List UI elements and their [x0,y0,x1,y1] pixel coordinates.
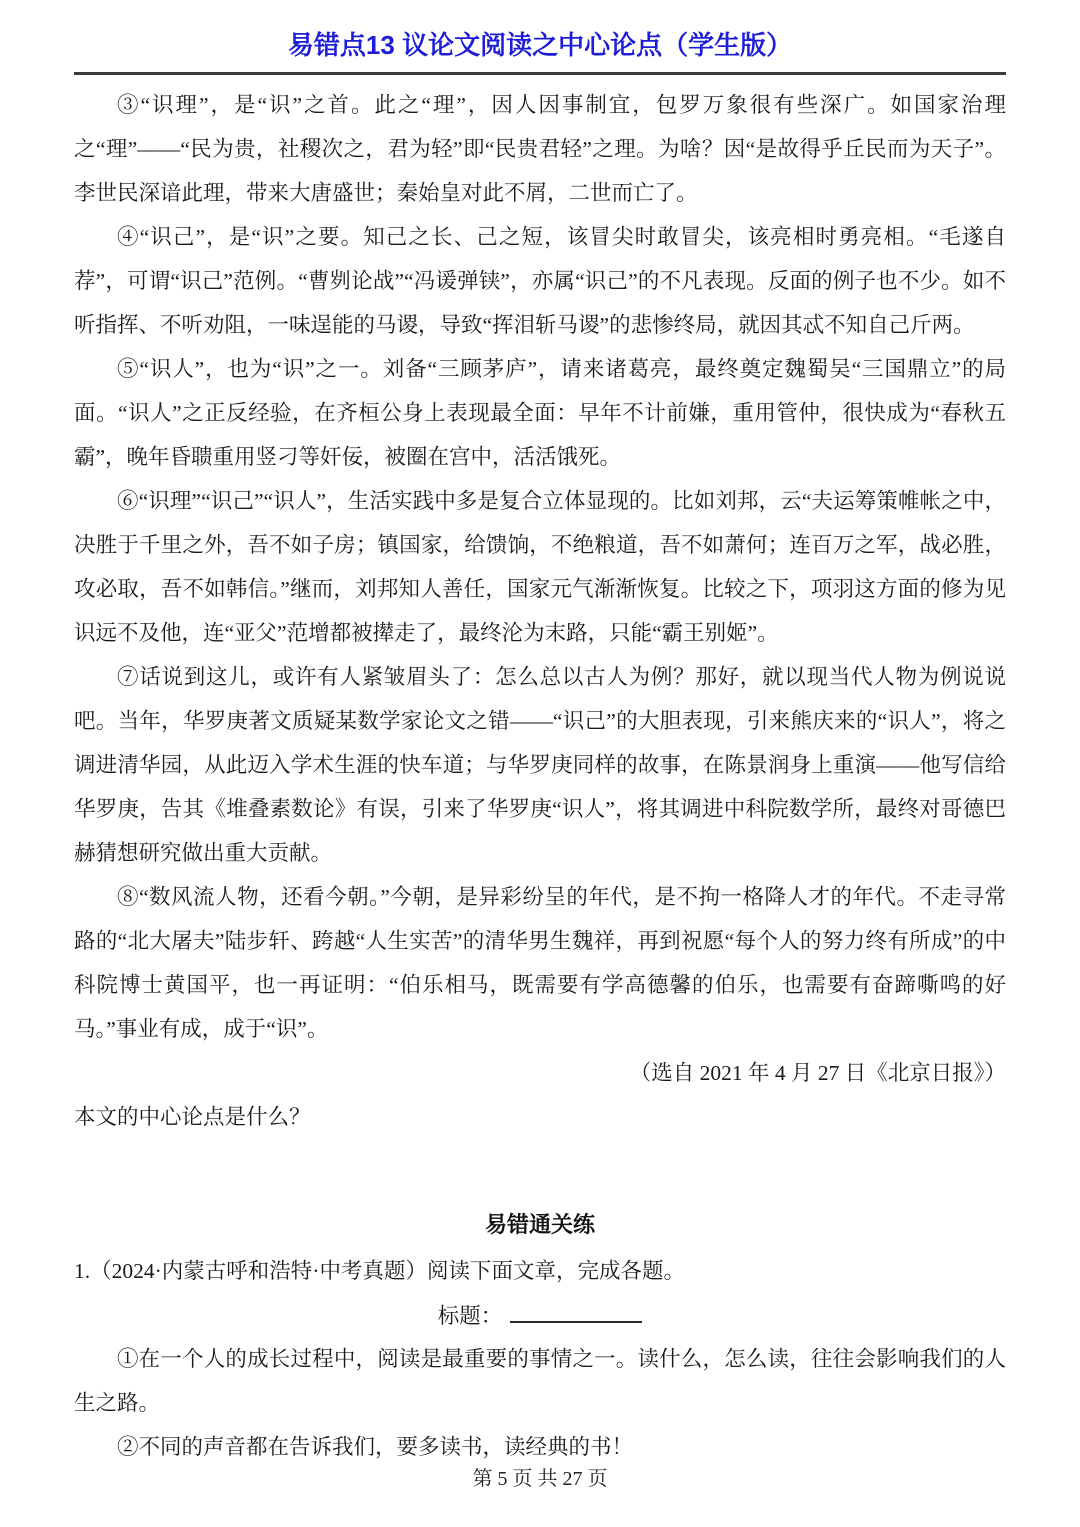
page-footer [0,1462,1080,1491]
practice-item-1: 1.（2024·内蒙古呼和浩特·中考真题）阅读下面文章，完成各题。 [74,1259,685,1283]
article-paragraph-6: ⑥“识理”“识己”“识人”，生活实践中多是复合立体显现的。比如刘邦，云“夫运筹策帷帐之中，决胜于千里之外，吾不如子房；镇国家，给馈饷，不绝粮道，吾不如萧何；连百万之军，战必胜，攻必取，吾不如韩信。”继而，刘邦知人善任，国家元气渐渐恢复。比较之下，项羽这方面的修为见识远不及他，连“亚父”范增都被撵走了，最终沦为末路，只能“霸王别姬”。 [74,489,1006,645]
page-number: 第 5 页 共 27 页 [472,1468,608,1490]
practice-section-title: 易错通关练 [484,1212,595,1237]
header-divider [74,72,1006,75]
article-paragraph-4: ④“识己”，是“识”之要。知己之长、己之短，该冒尖时敢冒尖，该亮相时勇亮相。“毛遂自荐”，可谓“识己”范例。“曹刿论战”“冯谖弹铗”，亦属“识己”的不凡表现。反面的例子也不少。如不听指挥、不听劝阻，一味逞能的马谡，导致“挥泪斩马谡”的悲惨终局，就因其忒不知自己斤两。 [74,225,1006,337]
practice-paragraph-1: ①在一个人的成长过程中，阅读是最重要的事情之一。读什么，怎么读，往往会影响我们的人生之路。 [74,1347,1006,1415]
article-paragraph-7: ⑦话说到这儿，或许有人紧皱眉头了：怎么总以古人为例？那好，就以现当代人物为例说说吧。当年，华罗庚著文质疑某数学家论文之错——“识己”的大胆表现，引来熊庆来的“识人”，将之调进清华园，从此迈入学术生涯的快车道；与华罗庚同样的故事，在陈景润身上重演——他写信给华罗庚，告其《堆叠素数论》有误，引来了华罗庚“识人”，将其调进中科院数学所，最终对哥德巴赫猜想研究做出重大贡献。 [74,665,1006,865]
answer-blank-underline [510,1298,642,1323]
article-body [74,83,1006,1139]
practice-paragraph-2: ②不同的声音都在告诉我们，要多读书，读经典的书！ [117,1435,634,1459]
title-label: 标题： [437,1304,503,1328]
title-blank-line [74,1295,1006,1337]
article-paragraph-8: ⑧“数风流人物，还看今朝。”今朝，是异彩纷呈的年代，是不拘一格降人才的年代。不走寻常路的“北大屠夫”陆步轩、跨越“人生实苦”的清华男生魏祥，再到祝愿“每个人的努力终有所成”的中科院博士黄国平，也一再证明：“伯乐相马，既需要有学高德馨的伯乐，也需要有奋蹄嘶鸣的好马。”事业有成，成于“识”。 [74,885,1006,1041]
article-paragraph-3: ③“识理”，是“识”之首。此之“理”，因人因事制宜，包罗万象很有些深广。如国家治理之“理”——“民为贵，社稷次之，君为轻”即“民贵君轻”之理。为啥？因“是故得乎丘民而为天子”。李世民深谙此理，带来大唐盛世；秦始皇对此不屑，二世而亡了。 [74,93,1006,205]
source-citation: （选自 2021 年 4 月 27 日《北京日报》） [629,1061,1006,1085]
page-header [74,28,1006,75]
article-paragraph-5: ⑤“识人”，也为“识”之一。刘备“三顾茅庐”，请来诸葛亮，最终奠定魏蜀吴“三国鼎立”的局面。“识人”之正反经验，在齐桓公身上表现最全面：早年不计前嫌，重用管仲，很快成为“春秋五霸”，晚年昏聩重用竖刁等奸佞，被圈在宫中，活活饿死。 [74,357,1006,469]
practice-section [74,1203,1006,1469]
page-title: 易错点13 议论文阅读之中心论点（学生版） [287,30,793,60]
question-text: 本文的中心论点是什么？ [74,1105,311,1129]
